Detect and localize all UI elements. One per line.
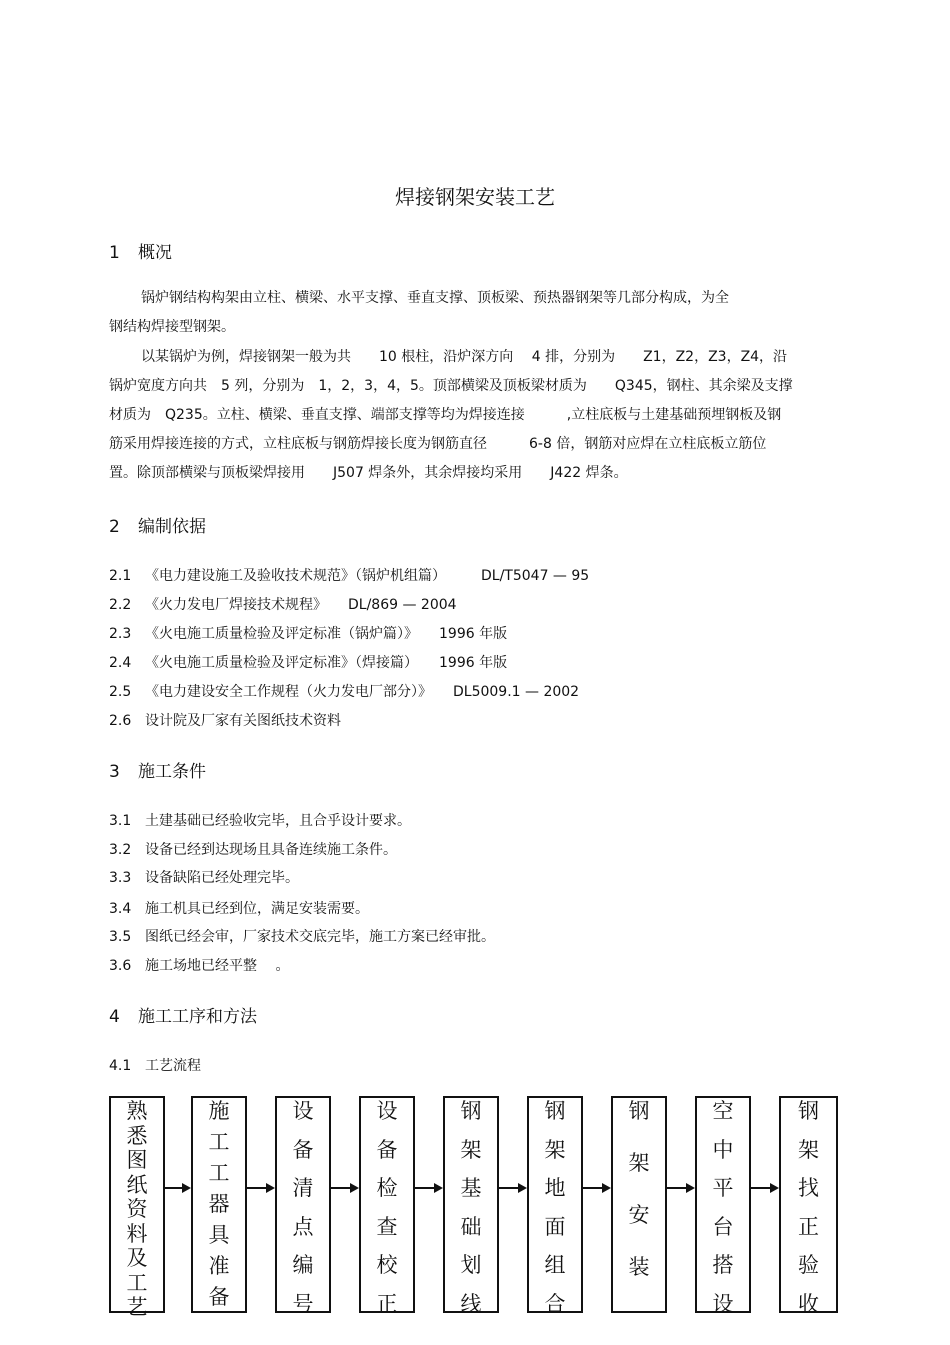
flow-step-char: 检 <box>376 1176 398 1200</box>
item-number: 2.4 <box>109 655 132 671</box>
condition-item <box>109 926 495 946</box>
flow-step-char: 钢 <box>460 1099 482 1123</box>
flow-step-char: 装 <box>628 1255 650 1279</box>
flow-step-char: 悉 <box>126 1123 148 1148</box>
item-text: 《火电施工质量检验及评定标准（锅炉篇）》 1996 年版 <box>145 626 508 642</box>
flow-step-familiarize-drawings <box>109 1096 165 1319</box>
item-number: 2.1 <box>109 568 132 584</box>
flow-step-char: 地 <box>544 1176 566 1200</box>
flow-step-char: 熟 <box>126 1099 148 1123</box>
flow-step-char: 划 <box>460 1253 482 1277</box>
flow-step-char: 线 <box>460 1291 482 1316</box>
section-title: 编制依据 <box>138 517 206 537</box>
item-number: 3.2 <box>109 842 132 858</box>
overview-line: 置。除顶部横梁与顶板梁焊接用 J507 焊条外，其余焊接均采用 J422 焊条。 <box>109 465 628 481</box>
flow-step-char: 查 <box>376 1214 398 1239</box>
flow-arrow <box>247 1185 275 1191</box>
overview-line: 材质为 Q235。立柱、横梁、垂直支撑、端部支撑等均为焊接连接 ,立柱底板与土建基础预埋钢板及钢 <box>109 407 782 423</box>
section-2-heading <box>109 512 206 537</box>
arrow-line <box>415 1187 435 1189</box>
flow-arrow <box>415 1185 443 1191</box>
flow-step-char: 施 <box>208 1099 230 1123</box>
flow-step-char: 架 <box>544 1137 566 1162</box>
section-number: 4 <box>109 1007 120 1027</box>
arrow-line <box>331 1187 351 1189</box>
flow-step-char: 号 <box>292 1291 314 1316</box>
arrow-head-icon <box>266 1183 275 1193</box>
basis-item <box>109 565 589 585</box>
basis-item <box>109 652 507 672</box>
item-number: 3.3 <box>109 870 132 886</box>
flow-step-char: 面 <box>544 1214 566 1239</box>
flow-step-char: 平 <box>712 1176 734 1200</box>
flow-step-char: 工 <box>208 1161 230 1185</box>
item-text: 设计院及厂家有关图纸技术资料 <box>145 713 341 729</box>
section-1-heading <box>109 238 172 263</box>
flow-step-equipment-check <box>359 1096 415 1316</box>
subsection-4-1 <box>109 1055 201 1075</box>
section-4-heading <box>109 1002 257 1027</box>
flow-step-char: 验 <box>798 1253 819 1277</box>
arrow-head-icon <box>350 1183 359 1193</box>
flow-step-char: 校 <box>376 1253 398 1277</box>
condition-item <box>109 867 299 887</box>
flow-arrow <box>751 1185 779 1191</box>
section-number: 3 <box>109 762 120 782</box>
flow-step-char: 清 <box>292 1176 314 1200</box>
condition-item <box>109 898 369 918</box>
flow-step-char: 艺 <box>126 1295 148 1319</box>
flow-step-char: 图 <box>126 1148 148 1172</box>
flow-step-char: 备 <box>292 1137 314 1162</box>
overview-line: 筋采用焊接连接的方式，立柱底板与钢筋焊接长度为钢筋直径 6-8 倍，钢筋对应焊在立柱底板立筋位 <box>109 436 767 452</box>
item-text: 《火电施工质量检验及评定标准》（焊接篇） 1996 年版 <box>145 655 508 671</box>
flow-arrow <box>331 1185 359 1191</box>
flow-step-char: 基 <box>460 1176 482 1200</box>
section-title: 施工工序和方法 <box>138 1007 257 1027</box>
section-title: 概况 <box>138 243 172 263</box>
flow-step-char: 中 <box>712 1137 734 1162</box>
flow-step-char: 空 <box>712 1099 734 1123</box>
basis-item <box>109 594 457 614</box>
flow-step-char: 资 <box>126 1197 148 1221</box>
flow-step-char: 台 <box>712 1214 734 1239</box>
item-number: 2.6 <box>109 713 132 729</box>
flow-step-char: 设 <box>376 1099 398 1123</box>
flow-step-char: 合 <box>544 1291 566 1316</box>
section-3-heading <box>109 757 206 782</box>
item-number: 2.3 <box>109 626 132 642</box>
flow-step-char: 找 <box>798 1176 819 1200</box>
flow-step-char: 安 <box>628 1203 650 1227</box>
flow-step-char: 及 <box>126 1246 148 1270</box>
flow-step-char: 准 <box>208 1254 230 1278</box>
item-text: 设备缺陷已经处理完毕。 <box>145 870 299 886</box>
flow-step-char: 工 <box>208 1130 230 1154</box>
arrow-head-icon <box>686 1183 695 1193</box>
flow-step-char: 编 <box>292 1253 314 1277</box>
item-number: 3.5 <box>109 929 132 945</box>
condition-item <box>109 955 289 975</box>
item-text: 图纸已经会审，厂家技术交底完毕，施工方案已经审批。 <box>145 929 495 945</box>
arrow-head-icon <box>182 1183 191 1193</box>
section-number: 1 <box>109 243 120 263</box>
overview-line: 以某锅炉为例，焊接钢架一般为共 10 根柱，沿炉深方向 4 排，分别为 Z1，Z2，Z3，Z4，沿 <box>141 349 788 365</box>
flow-step-prepare-tools <box>191 1096 247 1313</box>
flow-step-char: 器 <box>208 1192 230 1216</box>
flow-step-char: 钢 <box>798 1099 819 1123</box>
flow-step-char: 钢 <box>544 1099 566 1123</box>
flow-arrow <box>499 1185 527 1191</box>
basis-item <box>109 623 507 643</box>
item-number: 3.1 <box>109 813 132 829</box>
overview-line: 锅炉宽度方向共 5 列，分别为 1，2，3，4，5。顶部横梁及顶板梁材质为 Q345，钢柱、其余梁及支撑 <box>109 378 793 394</box>
arrow-head-icon <box>602 1183 611 1193</box>
flow-step-foundation-marking <box>443 1096 499 1316</box>
flow-step-char: 钢 <box>628 1099 650 1123</box>
section-title: 施工条件 <box>138 762 206 782</box>
item-number: 2.5 <box>109 684 132 700</box>
flow-step-char: 架 <box>460 1137 482 1162</box>
flow-arrow <box>583 1185 611 1191</box>
arrow-line <box>165 1187 183 1189</box>
flow-step-char: 料 <box>126 1221 148 1246</box>
arrow-line <box>583 1187 603 1189</box>
flow-arrow <box>165 1185 191 1191</box>
document-title: 焊接钢架安装工艺 <box>395 185 555 209</box>
item-text: 施工机具已经到位，满足安装需要。 <box>145 901 369 917</box>
arrow-line <box>667 1187 687 1189</box>
arrow-line <box>751 1187 771 1189</box>
flow-step-ground-assembly <box>527 1096 583 1316</box>
overview-line: 钢结构焊接型钢架。 <box>109 319 235 335</box>
overview-line: 锅炉钢结构构架由立柱、横梁、水平支撑、垂直支撑、顶板梁、预热器钢架等几部分构成，为全 <box>141 290 729 306</box>
section-number: 2 <box>109 517 120 537</box>
item-text: 设备已经到达现场且具备连续施工条件。 <box>145 842 397 858</box>
flow-step-char: 具 <box>208 1223 230 1247</box>
flow-step-char: 搭 <box>712 1253 734 1277</box>
item-text: 土建基础已经验收完毕，且合乎设计要求。 <box>145 813 411 829</box>
flow-step-char: 架 <box>628 1151 650 1175</box>
item-text: 《火力发电厂焊接技术规程》 DL/869 — 2004 <box>145 597 457 613</box>
flow-step-char: 纸 <box>126 1172 148 1197</box>
flow-step-char: 点 <box>292 1214 314 1239</box>
flow-step-char: 础 <box>460 1214 482 1239</box>
flow-step-char: 设 <box>712 1291 734 1316</box>
arrow-line <box>247 1187 267 1189</box>
arrow-line <box>499 1187 519 1189</box>
arrow-head-icon <box>434 1183 443 1193</box>
flow-arrow <box>667 1185 695 1191</box>
item-number: 3.4 <box>109 901 132 917</box>
item-text: 施工场地已经平整 。 <box>145 958 290 974</box>
item-number: 4.1 <box>109 1058 132 1074</box>
flow-step-char: 设 <box>292 1099 314 1123</box>
arrow-head-icon <box>518 1183 527 1193</box>
basis-item <box>109 681 579 701</box>
flow-step-alignment-acceptance <box>779 1096 838 1316</box>
flow-step-char: 收 <box>798 1291 819 1316</box>
item-text: 《电力建设安全工作规程（火力发电厂部分）》 DL5009.1 — 2002 <box>145 684 580 700</box>
item-number: 2.2 <box>109 597 132 613</box>
item-text: 《电力建设施工及验收技术规范》（锅炉机组篇） DL/T5047 — 95 <box>145 568 590 584</box>
flow-step-equipment-inventory <box>275 1096 331 1316</box>
flow-step-steel-installation <box>611 1096 667 1313</box>
item-number: 3.6 <box>109 958 132 974</box>
arrow-head-icon <box>770 1183 779 1193</box>
flow-step-char: 架 <box>798 1137 819 1162</box>
flow-step-platform-erection <box>695 1096 751 1316</box>
item-text: 工艺流程 <box>145 1058 201 1074</box>
basis-item <box>109 710 341 730</box>
flow-step-char: 备 <box>376 1137 398 1162</box>
condition-item <box>109 810 411 830</box>
flow-step-char: 正 <box>376 1291 398 1316</box>
flow-step-char: 组 <box>544 1253 566 1277</box>
condition-item <box>109 839 397 859</box>
flow-step-char: 工 <box>126 1270 148 1295</box>
flow-step-char: 备 <box>208 1285 230 1309</box>
flow-step-char: 正 <box>798 1214 819 1239</box>
